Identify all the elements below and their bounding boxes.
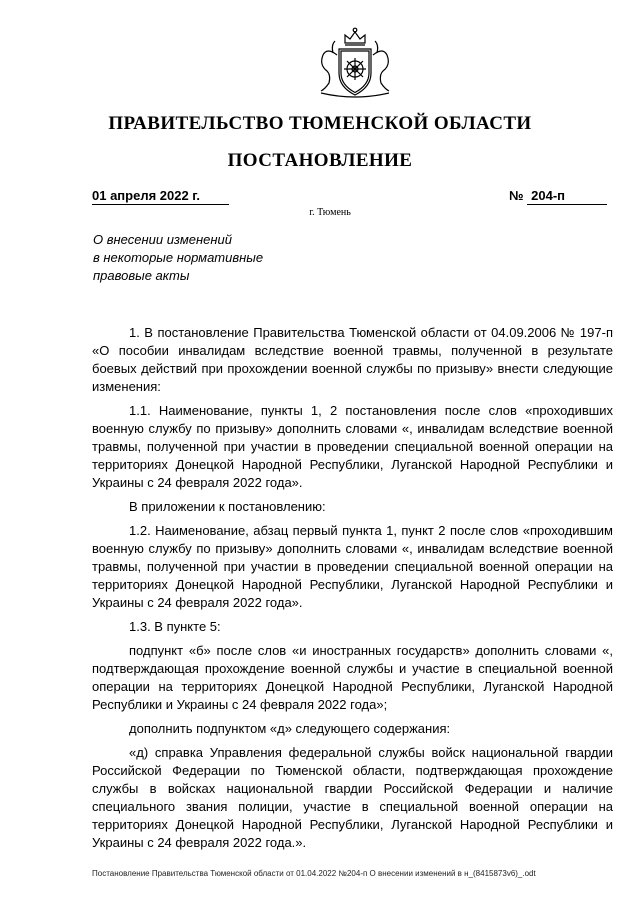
body-paragraph: 1.2. Наименование, абзац первый пункта 1, пункт 2 после слов «проходившим военную службу по призыву» дополнить словами «, инвалидам вследствие военной травмы, полученной при участии в проведении специальной военной операции на территориях Донецкой Народной Республики, Луганской Народной Республики и Украины с 24 февраля 2022 года». <box>92 523 613 610</box>
city-name: г. Тюмень <box>309 207 351 218</box>
coat-of-arms-icon <box>309 25 401 101</box>
document-body <box>92 324 613 858</box>
document-date: 01 апреля 2022 г. <box>92 188 229 205</box>
subject-line: в некоторые нормативные <box>93 250 264 265</box>
document-number-block <box>509 188 607 205</box>
body-paragraph: подпункт «б» после слов «и иностранных государств» дополнить словами «, подтверждающая прохождение военной службы и участие в специальной военной операции на территориях Донецкой Народной Республики, Луганской Народной Республики и Украины с 24 февраля 2022 года»; <box>92 643 613 712</box>
subject-line: правовые акты <box>93 268 190 283</box>
document-number: 204-п <box>527 188 607 205</box>
subject-line: О внесении изменений <box>93 232 232 247</box>
number-label: № <box>509 188 524 203</box>
page-footer: Постановление Правительства Тюменской области от 01.04.2022 №204-п О внесении изменений в н_(8415873v6)_.odt <box>92 869 536 878</box>
document-subject <box>93 231 293 285</box>
body-paragraph: 1.1. Наименование, пункты 1, 2 постановления после слов «проходивших военную службу по призыву» дополнить словами «, инвалидам вследствие военной травмы, полученной при участии в проведении специальной военной операции на территориях Донецкой Народной Республики, Луганской Народной Республики и Украины с 24 февраля 2022 года». <box>92 403 613 490</box>
body-paragraph: 1.3. В пункте 5: <box>129 619 221 634</box>
document-type-title: ПОСТАНОВЛЕНИЕ <box>227 150 413 171</box>
body-paragraph: дополнить подпунктом «д» следующего содержания: <box>129 721 451 736</box>
organization-title: ПРАВИТЕЛЬСТВО ТЮМЕНСКОЙ ОБЛАСТИ <box>108 113 532 134</box>
body-paragraph: «д) справка Управления федеральной службы войск национальной гвардии Российской Федерации по Тюменской области, подтверждающая прохождение службы в войсках национальной гвардии Российской Федерации и наличие специального звания полиции, участие в специальной военной операции на территориях Донецкой Народной Республики, Луганской Народной Республики и Украины с 24 февраля 2022 года.». <box>92 745 613 850</box>
body-paragraph: 1. В постановление Правительства Тюменской области от 04.09.2006 № 197-п «О пособии инвалидам вследствие военной травмы, полученной в результате боевых действий при прохождении военной службы по призыву» внести следующие изменения: <box>92 325 613 394</box>
body-paragraph: В приложении к постановлению: <box>129 499 326 514</box>
